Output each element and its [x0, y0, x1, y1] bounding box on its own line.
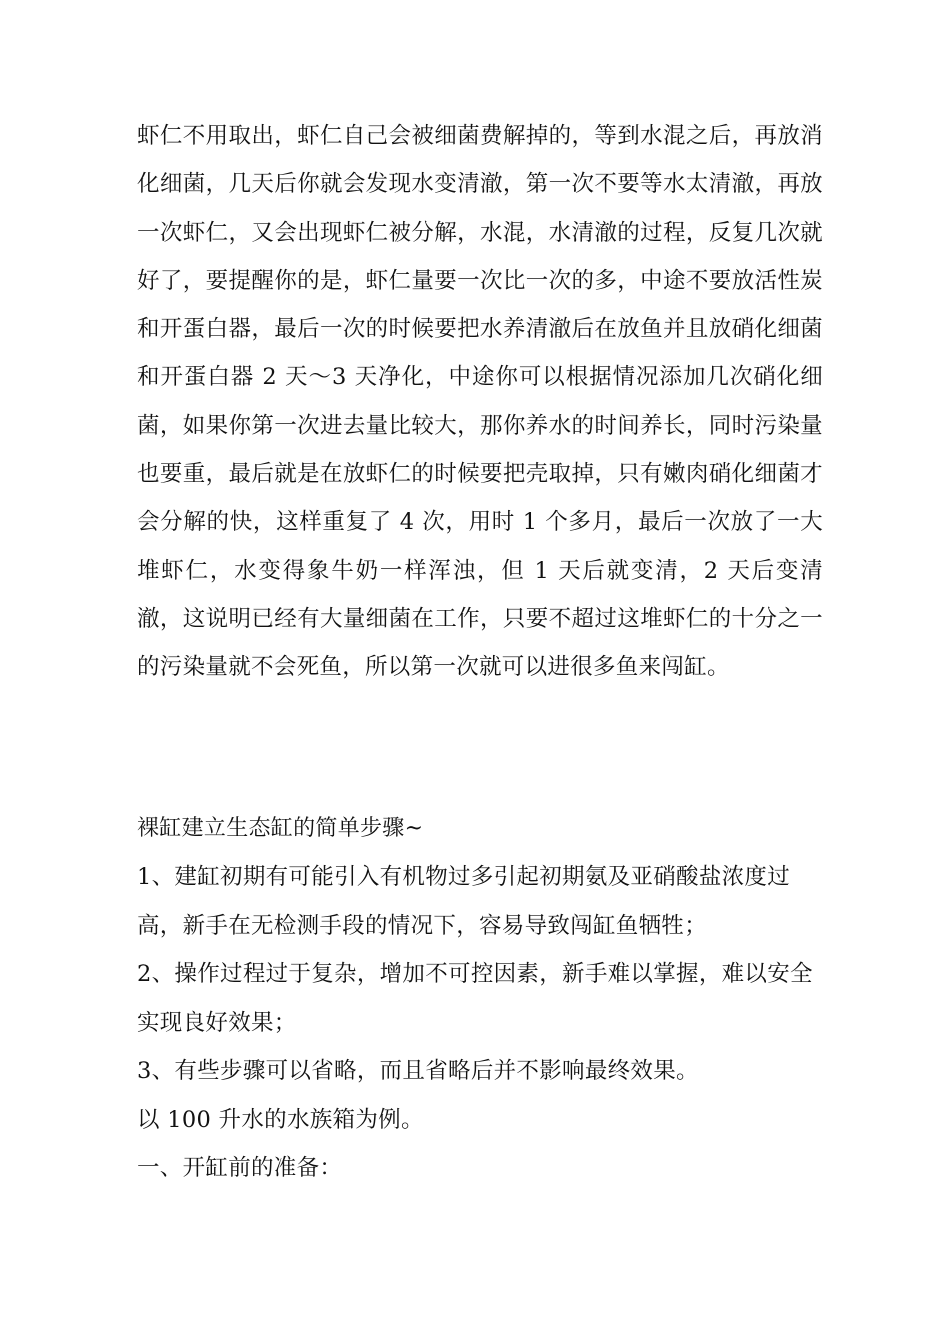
example-note: 以 100 升水的水族箱为例。 [137, 1106, 424, 1133]
preparation-heading: 一、开缸前的准备： [137, 1155, 343, 1182]
paragraph-spacer [137, 692, 823, 805]
list-item-2: 2、操作过程过于复杂，增加不可控因素，新手难以掌握，难以安全实现良好效果； [137, 961, 813, 1036]
list-item-1: 1、建缸初期有可能引入有机物过多引起初期氨及亚硝酸盐浓度过高，新手在无检测手段的情况下，容易导致闯缸鱼牺牲； [137, 864, 791, 939]
document-body [137, 112, 823, 1193]
list-item-3: 3、有些步骤可以省略，而且省略后并不影响最终效果。 [137, 1058, 699, 1085]
section-title: 裸缸建立生态缸的简单步骤~ [137, 815, 424, 841]
shrimp-cycling-paragraph: 虾仁不用取出，虾仁自己会被细菌费解掉的，等到水混之后，再放消化细菌，几天后你就会发现水变清澈，第一次不要等水太清澈，再放一次虾仁，又会出现虾仁被分解，水混，水清澈的过程，反复几次就好了，要提醒你的是，虾仁量要一次比一次的多，中途不要放活性炭和开蛋白器，最后一次的时候要把水养清澈后在放鱼并且放硝化细菌和开蛋白器 2 天～3 天净化，中途你可以根据情况添加几次硝化细菌，如果你第一次进去量比较大，那你养水的时间养长，同时污染量也要重，最后就是在放虾仁的时候要把壳取掉，只有嫩肉硝化细菌才会分解的快，这样重复了 4 次，用时 1 个多月，最后一次放了一大堆虾仁，水变得象牛奶一样浑浊，但 1 天后就变清，2 天后变清澈，这说明已经有大量细菌在工作，只要不超过这堆虾仁的十分之一的污染量就不会死鱼，所以第一次就可以进很多鱼来闯缸。 [137, 123, 823, 681]
